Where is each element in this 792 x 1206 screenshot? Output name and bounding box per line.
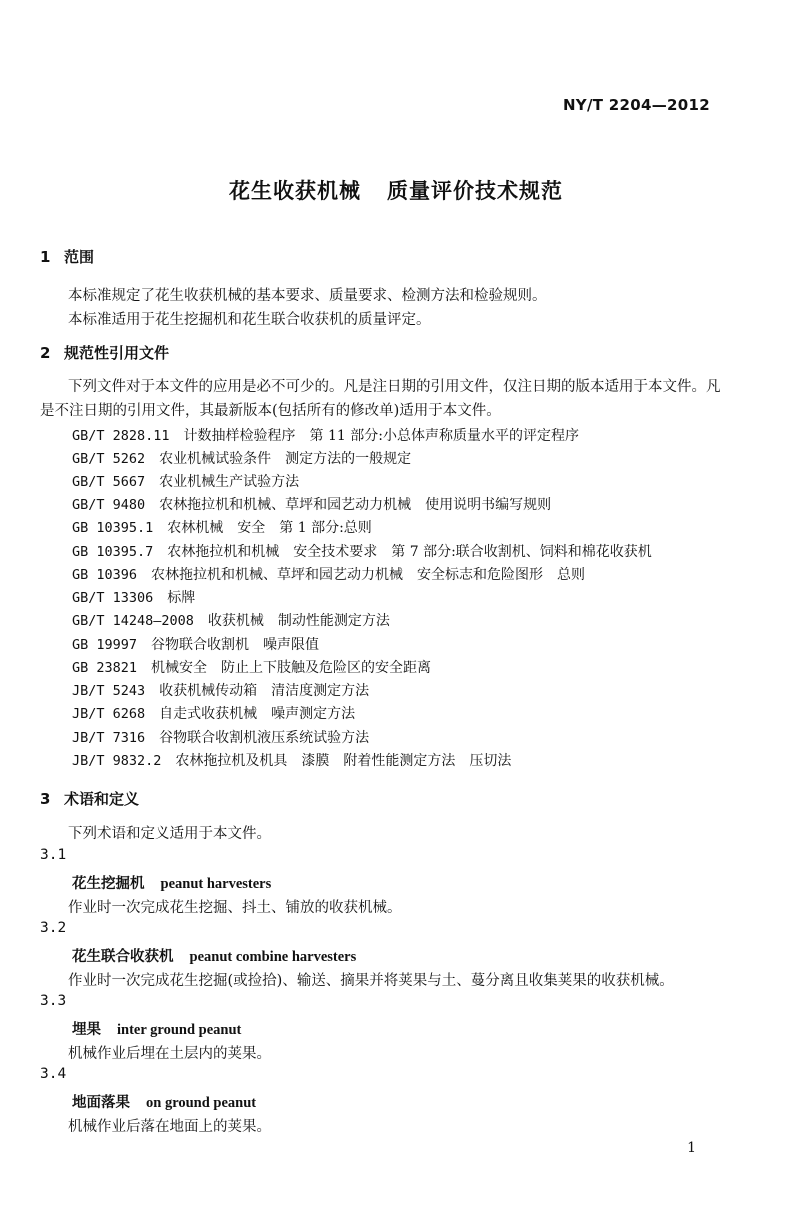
term-zh: 花生挖掘机: [72, 875, 145, 892]
term-number: 3.1: [40, 847, 67, 863]
reference-code: JB/T 9832.2: [72, 753, 162, 769]
reference-title: 农业机械生产试验方法: [159, 474, 300, 490]
reference-item: [72, 610, 390, 630]
reference-code: GB/T 5667: [72, 474, 146, 490]
reference-code: GB/T 14248—2008: [72, 613, 194, 629]
section-heading-1: [40, 246, 94, 267]
term-definition: 机械作业后埋在土层内的荚果。: [68, 1046, 271, 1062]
term-heading: [72, 872, 271, 893]
term-zh: 花生联合收获机: [72, 948, 174, 965]
reference-code: GB/T 13306: [72, 590, 154, 606]
section-number: 2: [40, 344, 51, 362]
title-part-1: 花生收获机械: [229, 179, 361, 203]
reference-item: [72, 448, 411, 468]
term-en: inter ground peanut: [117, 1022, 242, 1038]
paragraph: 本标准规定了花生收获机械的基本要求、质量要求、检测方法和检验规则。: [68, 288, 547, 304]
section-number: 3: [40, 790, 51, 808]
section-number: 1: [40, 248, 51, 266]
term-number: 3.2: [40, 920, 67, 936]
reference-title: 农林拖拉机和机械、草坪和园艺动力机械 使用说明书编写规则: [159, 497, 552, 513]
term-heading: [72, 945, 356, 966]
reference-title: 自走式收获机械 噪声测定方法: [159, 706, 356, 722]
title-part-2: 质量评价技术规范: [387, 179, 563, 203]
reference-item: [72, 425, 579, 445]
term-en: on ground peanut: [146, 1095, 257, 1111]
term-heading: [72, 1018, 241, 1039]
reference-code: JB/T 6268: [72, 706, 146, 722]
reference-code: GB/T 5262: [72, 451, 146, 467]
reference-item: [72, 564, 585, 584]
reference-code: GB 10395.1: [72, 520, 154, 536]
reference-item: [72, 750, 511, 770]
reference-item: [72, 657, 431, 677]
reference-code: GB/T 9480: [72, 497, 146, 513]
section-title: 范围: [64, 248, 95, 266]
reference-item: [72, 471, 299, 491]
paragraph: 本标准适用于花生挖掘机和花生联合收获机的质量评定。: [68, 312, 431, 328]
term-zh: 埋果: [72, 1021, 101, 1038]
paragraph: 下列文件对于本文件的应用是必不可少的。凡是注日期的引用文件，仅注日期的版本适用于本文件。凡是不注日期的引用文件，其最新版本(包括所有的修改单)适用于本文件。: [40, 379, 721, 419]
reference-title: 农林拖拉机及机具 漆膜 附着性能测定方法 压切法: [175, 753, 512, 769]
reference-code: JB/T 7316: [72, 730, 146, 746]
reference-title: 标牌: [167, 590, 196, 606]
term-number: 3.4: [40, 1066, 67, 1082]
term-definition: 机械作业后落在地面上的荚果。: [68, 1119, 271, 1135]
page-number: 1: [687, 1140, 696, 1156]
term-definition: 作业时一次完成花生挖掘(或捡拾)、输送、摘果并将荚果与土、蔓分离且收集荚果的收获机械。: [68, 973, 674, 989]
reference-item: [72, 680, 369, 700]
reference-item: [72, 517, 372, 537]
reference-item: [72, 727, 369, 747]
reference-item: [72, 587, 195, 607]
term-number: 3.3: [40, 993, 67, 1009]
reference-title: 收获机械传动箱 清洁度测定方法: [159, 683, 370, 699]
document-title: [0, 175, 792, 205]
reference-item: [72, 494, 551, 514]
reference-code: GB 19997: [72, 637, 138, 653]
term-heading: [72, 1091, 256, 1112]
section-heading-3: [40, 788, 139, 809]
reference-code: JB/T 5243: [72, 683, 146, 699]
term-definition: 作业时一次完成花生挖掘、抖土、铺放的收获机械。: [68, 900, 402, 916]
reference-title: 谷物联合收割机液压系统试验方法: [159, 730, 370, 746]
standard-code: NY/T 2204—2012: [562, 96, 710, 114]
reference-title: 机械安全 防止上下肢触及危险区的安全距离: [151, 660, 432, 676]
reference-title: 计数抽样检验程序 第 11 部分:小总体声称质量水平的评定程序: [183, 428, 579, 444]
reference-title: 农林拖拉机和机械 安全技术要求 第 7 部分:联合收割机、饲料和棉花收获机: [167, 544, 652, 560]
section-title: 规范性引用文件: [64, 344, 170, 362]
reference-code: GB 10396: [72, 567, 138, 583]
section-title: 术语和定义: [64, 790, 140, 808]
reference-title: 农林拖拉机和机械、草坪和园艺动力机械 安全标志和危险图形 总则: [151, 567, 586, 583]
term-zh: 地面落果: [72, 1094, 130, 1111]
term-en: peanut combine harvesters: [189, 949, 357, 965]
paragraph: 下列术语和定义适用于本文件。: [68, 826, 271, 842]
reference-title: 农林机械 安全 第 1 部分:总则: [167, 520, 372, 536]
section-heading-2: [40, 342, 169, 363]
reference-item: [72, 541, 652, 561]
term-en: peanut harvesters: [160, 876, 272, 892]
reference-title: 收获机械 制动性能测定方法: [207, 613, 390, 629]
reference-item: [72, 634, 319, 654]
reference-code: GB 23821: [72, 660, 138, 676]
reference-code: GB/T 2828.11: [72, 428, 170, 444]
reference-item: [72, 703, 355, 723]
reference-code: GB 10395.7: [72, 544, 154, 560]
reference-title: 农业机械试验条件 测定方法的一般规定: [159, 451, 412, 467]
reference-title: 谷物联合收割机 噪声限值: [151, 637, 320, 653]
